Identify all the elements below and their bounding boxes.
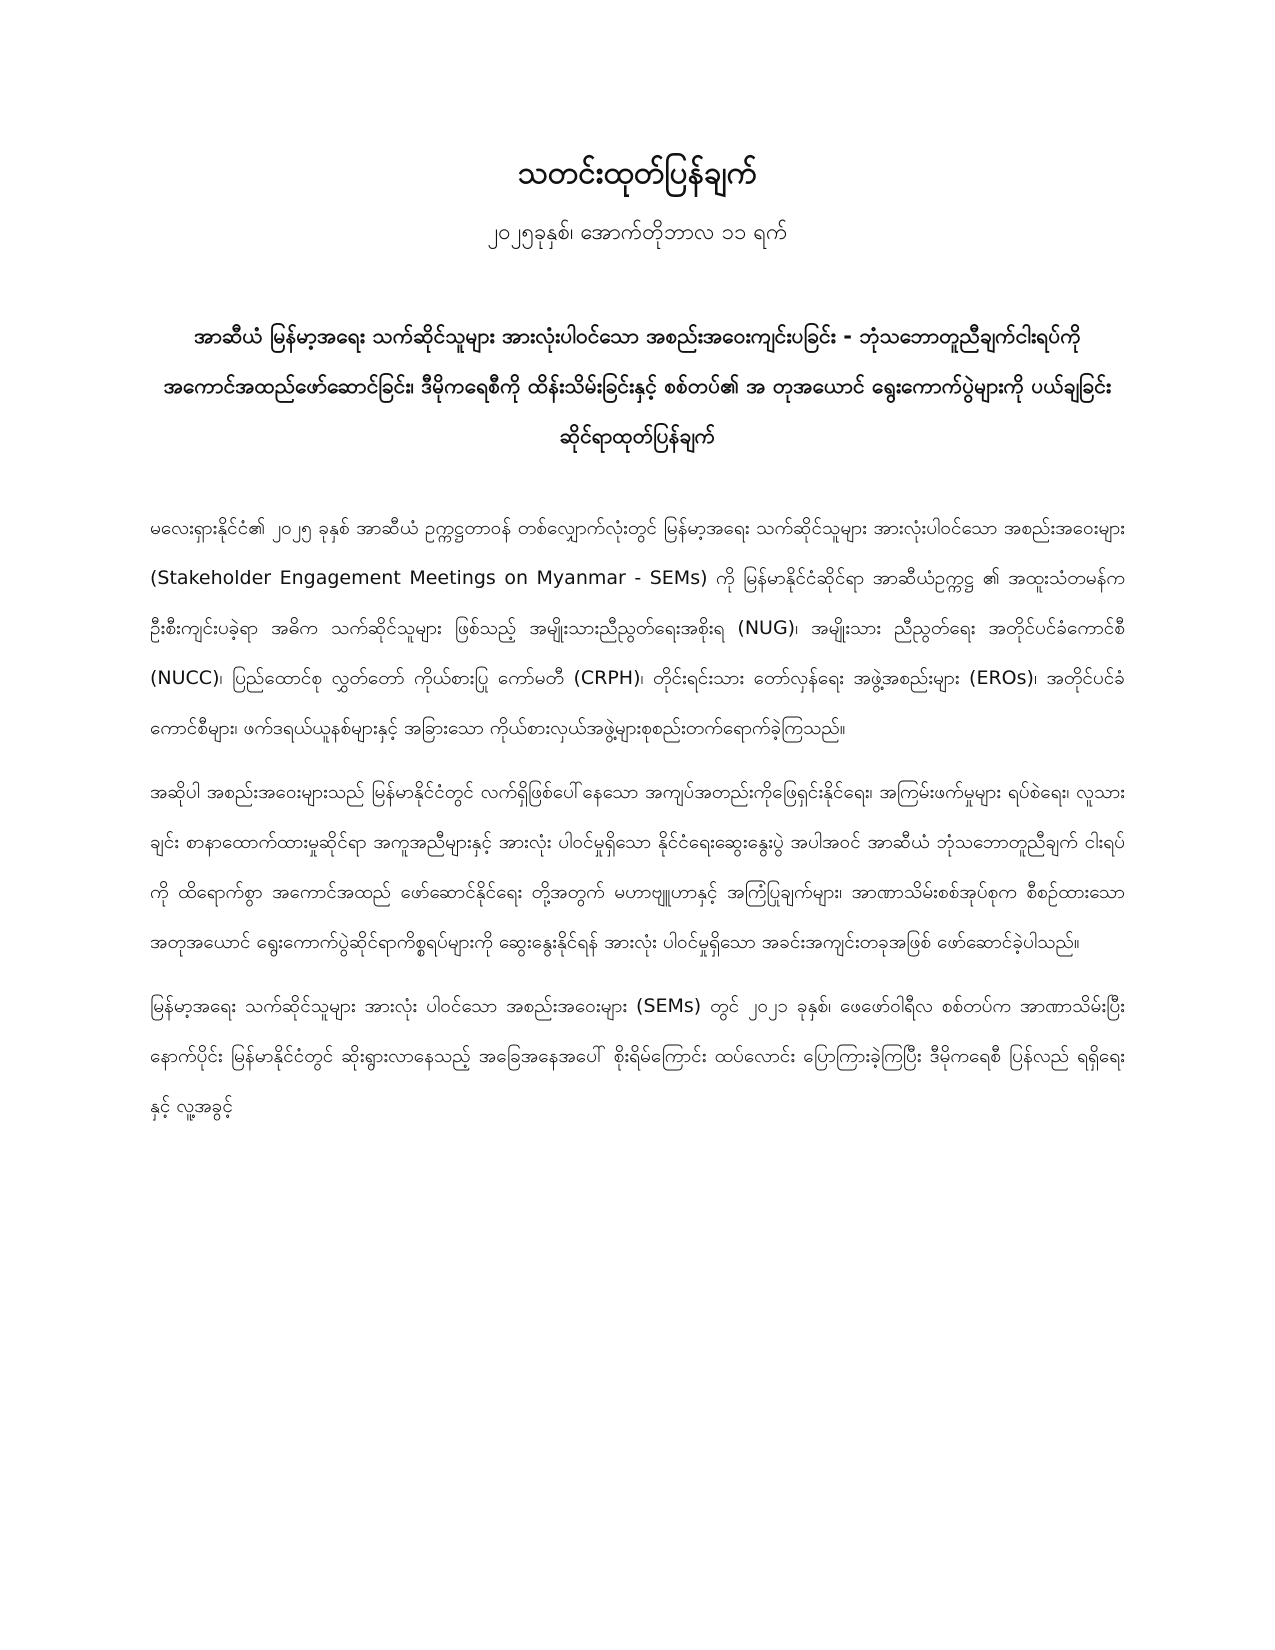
body-paragraph: မလေးရှားနိုင်ငံ၏ ၂၀၂၅ ခုနှစ် အာဆီယံ ဥက္ကဋ္ဌတာဝန် တစ်လျှောက်လုံးတွင် မြန်မာ့အရေး သက်ဆိုင်သူများ အားလုံးပါဝင်သော အစည်းအဝေးများ (Stakeholder Engagement Meetings on Myanmar - SEMs) ကို မြန်မာနိုင်ငံဆိုင်ရာ အာဆီယံဥက္ကဋ္ဌ ၏ အထူးသံတမန်က ဦးစီးကျင်းပခဲ့ရာ အဓိက သက်ဆိုင်သူများ ဖြစ်သည့် အမျိုးသားညီညွတ်ရေးအစိုးရ (NUG)၊ အမျိုးသား ညီညွတ်ရေး အတိုင်ပင်ခံကောင်စီ (NUCC)၊ ပြည်ထောင်စု လွှတ်တော် ကိုယ်စားပြု ကော်မတီ (CRPH)၊ တိုင်းရင်းသား တော်လှန်ရေး အဖွဲ့အစည်းများ (EROs)၊ အတိုင်ပင်ခံကောင်စီများ၊ ဖက်ဒရယ်ယူနစ်များနှင့် အခြားသော ကိုယ်စားလှယ်အဖွဲ့များစုစည်းတက်ရောက်ခဲ့ကြသည်။: [150, 517, 1125, 739]
document-title: သတင်းထုတ်ပြန်ချက်: [517, 155, 758, 191]
document-heading: အာဆီယံ မြန်မာ့အရေး သက်ဆိုင်သူများ အားလုံးပါဝင်သော အစည်းအဝေးကျင်းပခြင်း - ဘုံသဘောတူညီချက်ငါးရပ်ကို အကောင်အထည်ဖော်ဆောင်ခြင်း၊ ဒီမိုကရေစီကို ထိန်းသိမ်းခြင်းနှင့် စစ်တပ်၏ အ တုအယောင် ရွေးကောက်ပွဲများကို ပယ်ချခြင်းဆိုင်ရာထုတ်ပြန်ချက်: [163, 324, 1112, 448]
document-date: ၂၀၂၅ခုနှစ်၊ အောက်တိုဘာလ ၁၁ ရက်: [487, 220, 788, 245]
body-paragraph: အဆိုပါ အစည်းအဝေးများသည် မြန်မာနိုင်ငံတွင် လက်ရှိဖြစ်ပေါ်နေသော အကျပ်အတည်းကိုဖြေရှင်းနိုင်ရေး၊ အကြမ်းဖက်မှုများ ရပ်စဲရေး၊ လူသားချင်း စာနာထောက်ထားမှုဆိုင်ရာ အကူအညီများနှင့် အားလုံး ပါဝင်မှုရှိသော နိုင်ငံရေးဆွေးနွေးပွဲ အပါအဝင် အာဆီယံ ဘုံသဘောတူညီချက် ငါးရပ်ကို ထိရောက်စွာ အကောင်အထည် ဖော်ဆောင်နိုင်ရေး တို့အတွက် မဟာဗျူဟာနှင့် အကြံပြုချက်များ၊ အာဏာသိမ်းစစ်အုပ်စုက စီစဉ်ထားသော အတုအယောင် ရွေးကောက်ပွဲဆိုင်ရာကိစ္စရပ်များကို ဆွေးနွေးနိုင်ရန် အားလုံး ပါဝင်မှုရှိသော အခင်းအကျင်းတခုအဖြစ် ဖော်ဆောင်ခဲ့ပါသည်။: [150, 781, 1125, 953]
body-paragraph: မြန်မာ့အရေး သက်ဆိုင်သူများ အားလုံး ပါဝင်သော အစည်းအဝေးများ (SEMs) တွင် ၂၀၂၁ ခုနှစ်၊ ဖေဖော်ဝါရီလ စစ်တပ်က အာဏာသိမ်းပြီး နောက်ပိုင်း မြန်မာနိုင်ငံတွင် ဆိုးရွားလာနေသည့် အခြေအနေအပေါ် စိုးရိမ်ကြောင်း ထပ်လောင်း ပြောကြားခဲ့ကြပြီး ဒီမိုကရေစီ ပြန်လည် ရရှိရေးနှင့် လူ့အခွင့်: [150, 995, 1125, 1117]
